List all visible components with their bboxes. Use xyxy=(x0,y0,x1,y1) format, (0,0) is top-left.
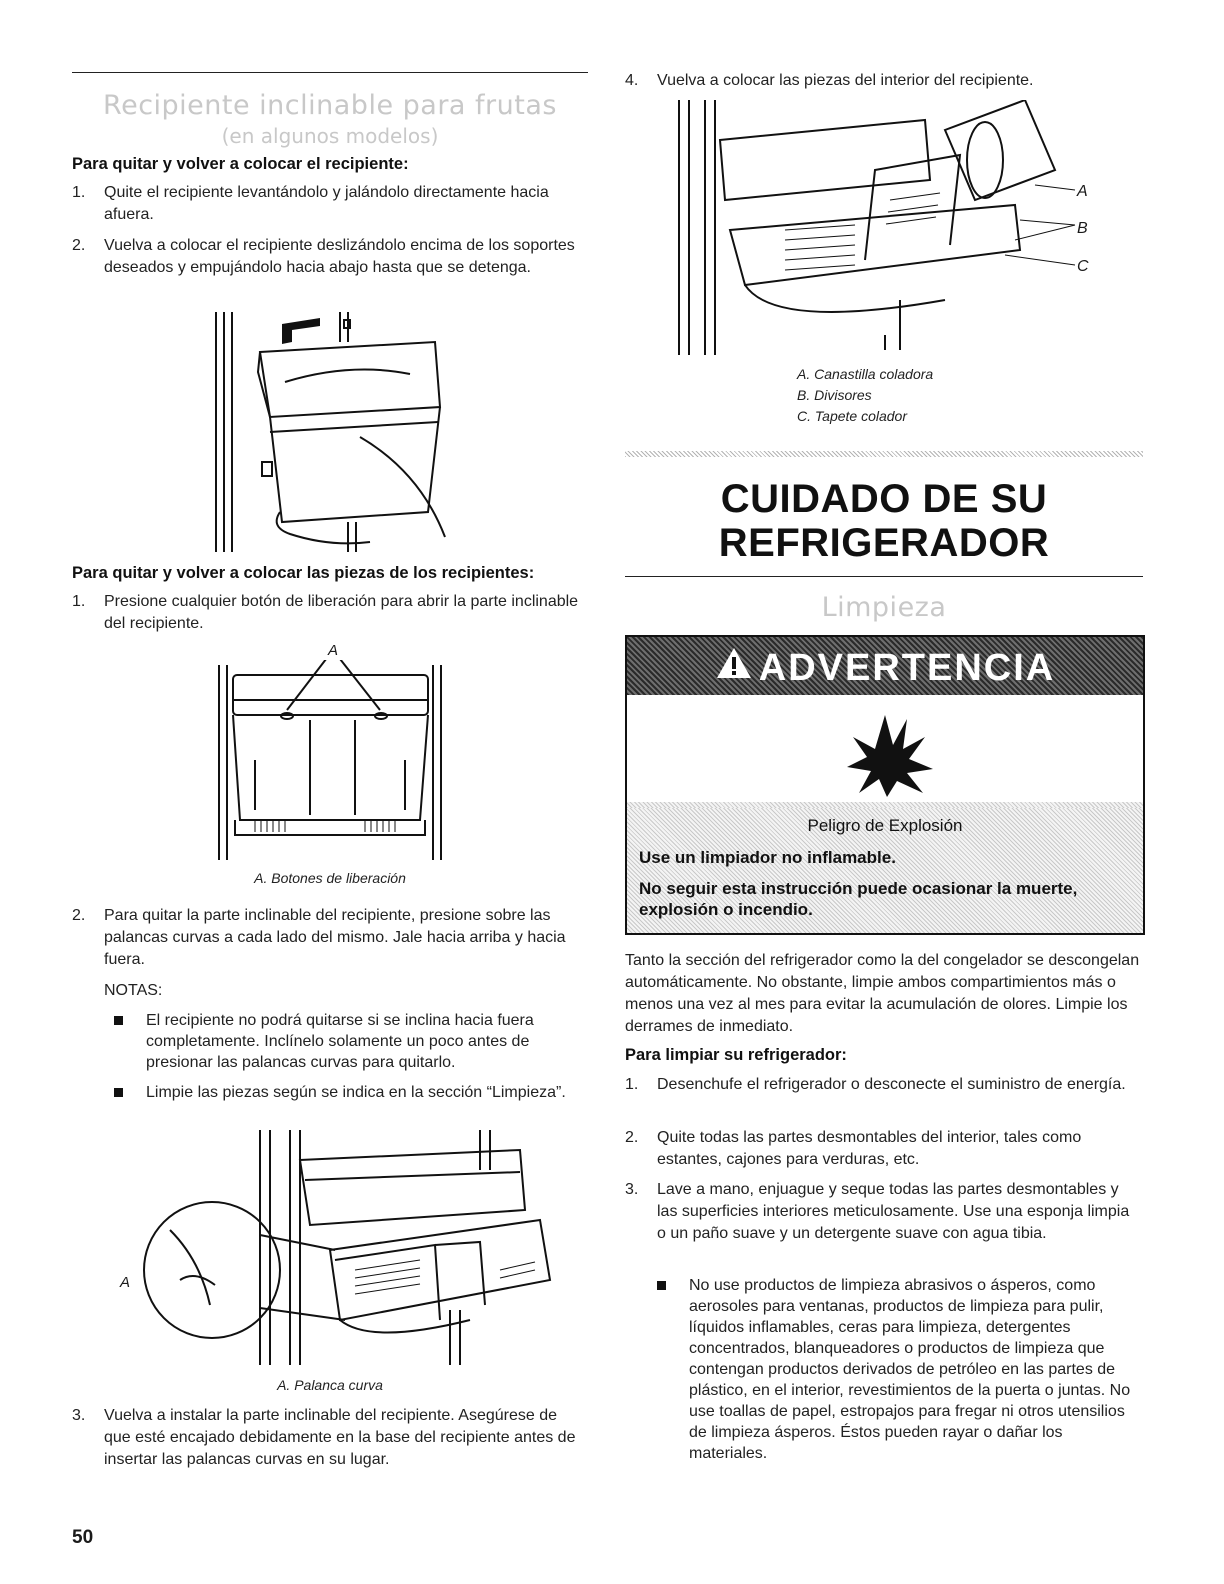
left-top-rule xyxy=(72,72,588,73)
list-item xyxy=(625,1179,1141,1267)
list-item xyxy=(72,1405,584,1493)
figure-strainer-parts xyxy=(675,100,1095,360)
page-title xyxy=(625,477,1143,565)
step-number: 3. xyxy=(625,1181,639,1198)
section-title-fruit-bin: Recipiente inclinable para frutas xyxy=(103,90,557,121)
heading-remove-bin: Para quitar y volver a colocar el recipiente: xyxy=(72,155,409,173)
caption-item: A. Canastilla coladora xyxy=(797,366,934,382)
figure-label-a: A xyxy=(328,642,339,659)
figure-caption: A. Palanca curva xyxy=(277,1377,383,1393)
warning-line-1: Use un limpiador no inflamable. xyxy=(639,848,896,867)
list-item xyxy=(625,1074,1141,1120)
notes-label: NOTAS: xyxy=(104,982,163,999)
page-number: 50 xyxy=(72,1527,94,1548)
step-number: 1. xyxy=(625,1076,639,1093)
list-item xyxy=(625,1127,1141,1173)
explosion-icon xyxy=(627,697,1143,802)
danger-title: Peligro de Explosión xyxy=(807,816,963,835)
warning-triangle-icon xyxy=(715,639,753,697)
figure-label-a: A xyxy=(120,1274,131,1291)
step-text: Presione cualquier botón de liberación para abrir la parte inclinable del recipiente. xyxy=(104,593,579,632)
list-item xyxy=(657,1275,1141,1485)
page-title-line1: CUIDADO DE SU xyxy=(720,477,1048,521)
warning-box xyxy=(625,635,1145,935)
note-text: Limpie las piezas según se indica en la sección “Limpieza”. xyxy=(146,1084,566,1101)
figure-label-c: C xyxy=(1077,258,1089,275)
figure-curved-lever xyxy=(140,1130,580,1370)
list-item xyxy=(72,235,580,303)
step-text: Vuelva a colocar las piezas del interior del recipiente. xyxy=(657,72,1034,89)
step-number: 1. xyxy=(72,184,86,201)
step-number: 2. xyxy=(72,907,86,924)
bullet-icon xyxy=(657,1281,666,1290)
section-divider xyxy=(625,451,1143,457)
caption-item: C. Tapete colador xyxy=(797,408,907,424)
step-text: Quite el recipiente levantándolo y jalándolo directamente hacia afuera. xyxy=(104,184,549,223)
figure-caption-list xyxy=(797,364,1047,427)
list-item xyxy=(114,1010,582,1074)
section-subtitle-models: (en algunos modelos) xyxy=(221,124,439,148)
bullet-icon xyxy=(114,1016,123,1025)
step-number: 1. xyxy=(72,593,86,610)
figure-release-buttons xyxy=(215,660,445,865)
figure-label-b: B xyxy=(1077,220,1088,237)
heading-clean-fridge: Para limpiar su refrigerador: xyxy=(625,1046,847,1064)
step-text: Lave a mano, enjuague y seque todas las partes desmontables y las superficies interiores meticulosamente. Use una esponja limpia o un paño suave y un detergente suave con agua tibia. xyxy=(657,1181,1130,1242)
step-text: Vuelva a colocar el recipiente deslizándolo encima de los soportes deseados y empujándolo hacia abajo hasta que se detenga. xyxy=(104,237,575,276)
heading-remove-parts: Para quitar y volver a colocar las piezas de los recipientes: xyxy=(72,564,535,582)
note-text: El recipiente no podrá quitarse si se inclina hacia fuera completamente. Inclínelo solamente un poco antes de presionar las palancas curvas para quitarlo. xyxy=(146,1012,534,1071)
figure-label-a: A xyxy=(1077,183,1088,200)
warning-header xyxy=(627,637,1143,695)
warning-body xyxy=(627,808,1143,933)
section-title-cleaning: Limpieza xyxy=(821,592,947,623)
figure-caption: A. Botones de liberación xyxy=(254,870,406,886)
caption-item: B. Divisores xyxy=(797,387,872,403)
step-text: Para quitar la parte inclinable del recipiente, presione sobre las palancas curvas a cada lado del mismo. Jale hacia arriba y hacia fuera. xyxy=(104,907,566,968)
step-text: Vuelva a instalar la parte inclinable del recipiente. Asegúrese de que esté encajado debidamente en la base del recipiente antes de insertar las palancas curvas en su lugar. xyxy=(104,1407,576,1468)
page-title-line2: REFRIGERADOR xyxy=(718,521,1050,565)
list-item xyxy=(72,905,584,971)
step-number: 2. xyxy=(72,237,86,254)
cleaning-intro: Tanto la sección del refrigerador como la del congelador se descongelan automáticamente. No obstante, limpie ambos compartimientos más o menos una vez al mes para evitar la acumulación de olores. Limpie los derrames de inmediato. xyxy=(625,952,1140,1035)
step-number: 3. xyxy=(72,1407,86,1424)
warning-line-2: No seguir esta instrucción puede ocasionar la muerte, explosión o incendio. xyxy=(639,879,1078,919)
section-rule xyxy=(625,576,1143,577)
step-text: Quite todas las partes desmontables del interior, tales como estantes, cajones para verduras, etc. xyxy=(657,1129,1082,1168)
list-item xyxy=(72,182,580,228)
bullet-text: No use productos de limpieza abrasivos o ásperos, como aerosoles para ventanas, productos de limpieza para pulir, líquidos inflamables, ceras para limpieza, detergentes concentrados, blanqueadores o productos de limpieza que contengan productos derivados de petróleo en las partes de plástico, en el interior, revestimientos de la puerta o juntas. No use toallas de papel, estropajos para fregar ni otros utensilios de limpieza ásperos. Éstos pueden rayar o dañar los materiales. xyxy=(689,1277,1131,1462)
bullet-icon xyxy=(114,1088,123,1097)
step-number: 4. xyxy=(625,72,639,89)
list-item xyxy=(625,70,1145,94)
figure-bin-removal xyxy=(210,312,450,557)
warning-header-text: ADVERTENCIA xyxy=(758,646,1056,689)
list-item xyxy=(114,1082,582,1126)
step-number: 2. xyxy=(625,1129,639,1146)
list-item xyxy=(72,591,580,637)
step-text: Desenchufe el refrigerador o desconecte el suministro de energía. xyxy=(657,1076,1126,1093)
